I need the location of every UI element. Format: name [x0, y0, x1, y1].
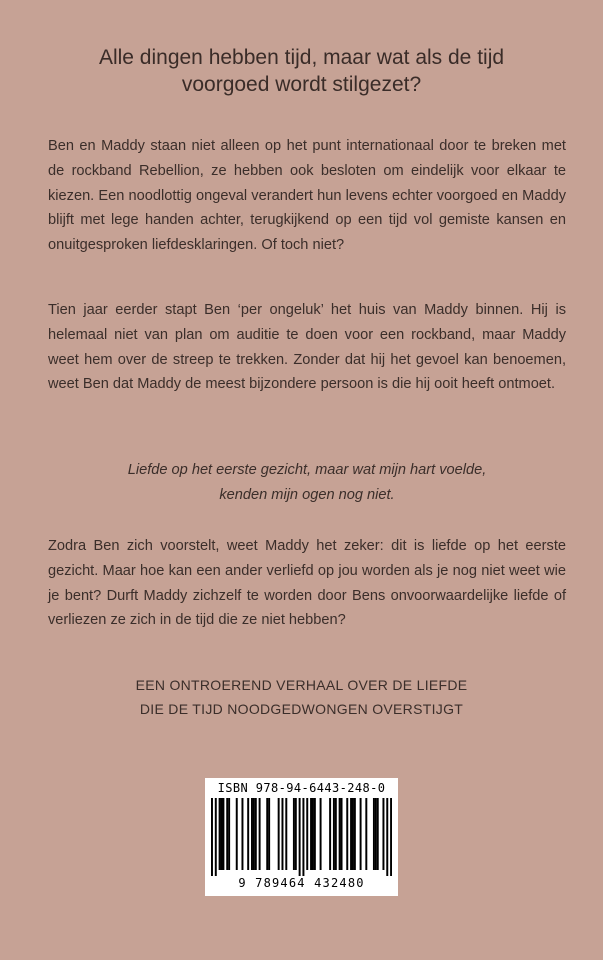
tagline-line-2: voorgoed wordt stilgezet?	[181, 73, 422, 96]
barcode-bar	[215, 798, 217, 876]
barcode-bar	[339, 798, 341, 870]
barcode-bar	[314, 798, 316, 870]
barcode-bar	[228, 798, 230, 870]
quote	[48, 458, 566, 508]
barcode-bar	[390, 798, 392, 876]
barcode-bar	[354, 798, 356, 870]
barcode-bar	[268, 798, 270, 870]
blurb-paragraph-2: Tien jaar eerder stapt Ben ‘per ongeluk’ het huis van Maddy binnen. Hij is helemaal niet van plan om auditie te doen voor een rockband, maar Maddy weet hem over de streep te trekken. Zonder dat hij het gevoel kan benoemen, weet Ben dat Maddy de meest bijzondere persoon is die hij ooit heeft ontmoet.	[48, 302, 566, 393]
barcode-bar	[320, 798, 322, 870]
barcode-bar	[222, 798, 224, 870]
tagline-line-1: Alle dingen hebben tijd, maar wat als de tijd	[98, 46, 505, 69]
barcode-bar	[236, 798, 238, 870]
barcode-bar	[293, 798, 295, 870]
barcode-bar	[221, 798, 223, 870]
barcode-bar	[253, 798, 255, 870]
barcode-bar	[226, 798, 228, 870]
barcode-bar	[299, 798, 301, 876]
barcode-bar	[302, 798, 304, 876]
barcode-bar	[295, 798, 297, 870]
quote-line-1: Liefde op het eerste gezicht, maar wat mijn hart voelde,	[127, 462, 487, 478]
barcode-bar	[352, 798, 354, 870]
barcode-bar	[333, 798, 335, 870]
barcode-bar	[382, 798, 384, 870]
isbn-barcode	[205, 778, 398, 896]
barcode-bar	[310, 798, 312, 870]
barcode-bar	[365, 798, 367, 870]
barcode-bar	[241, 798, 243, 870]
closing-line-2: DIE DE TIJD NOODGEDWONGEN OVERSTIJGT	[139, 701, 464, 717]
barcode-bar	[312, 798, 314, 870]
barcode-bar	[360, 798, 362, 870]
barcode-bar	[329, 798, 331, 870]
barcode-bar	[278, 798, 280, 870]
blurb-paragraph-3: Zodra Ben zich voorstelt, weet Maddy het zeker: dit is liefde op het eerste gezicht. Maar hoe kan een ander verliefd op jou worden als je nog niet weet wie je bent? Durft Maddy zichzelf te worden door Bens onvoorwaardelijke liefde of verliezen ze zich in de tijd die ze niet hebben?	[48, 538, 566, 629]
isbn-label: ISBN 978-94-6443-248-0	[217, 781, 386, 795]
barcode-bar	[377, 798, 379, 870]
barcode-bar	[219, 798, 221, 870]
quote-line-2: kenden mijn ogen nog niet.	[219, 486, 395, 503]
barcode-bar	[211, 798, 213, 876]
closing-statement	[40, 673, 563, 721]
barcode-bar	[341, 798, 343, 870]
barcode-bar	[375, 798, 377, 870]
barcode-bars	[211, 798, 392, 876]
barcode-bar	[266, 798, 268, 870]
barcode-bar	[306, 798, 308, 870]
barcode-bar	[373, 798, 375, 870]
barcode-bar	[255, 798, 257, 870]
barcode-bar	[346, 798, 348, 870]
barcode-bar	[247, 798, 249, 870]
blurb-paragraph-1: Ben en Maddy staan niet alleen op het punt internationaal door te breken met de rockband Rebellion, ze hebben ook besloten om eindelijk voor elkaar te kiezen. Een noodlottig ongeval verandert hun levens echter voorgoed en Maddy blijft met lege handen achter, terugkijkend op een tijd vol gemiste kansen en onuitgesproken liefdesklaringen. Of toch niet?	[48, 138, 566, 254]
ean-digits: 9 789464 432480	[238, 876, 365, 890]
barcode-bar	[350, 798, 352, 870]
barcode-bar	[386, 798, 388, 876]
barcode-bar	[281, 798, 283, 870]
barcode-bar	[259, 798, 261, 870]
barcode-bar	[335, 798, 337, 870]
tagline	[40, 44, 563, 98]
barcode-bar	[251, 798, 253, 870]
closing-line-1: EEN ONTROEREND VERHAAL OVER DE LIEFDE	[135, 677, 468, 693]
barcode-bar	[285, 798, 287, 870]
